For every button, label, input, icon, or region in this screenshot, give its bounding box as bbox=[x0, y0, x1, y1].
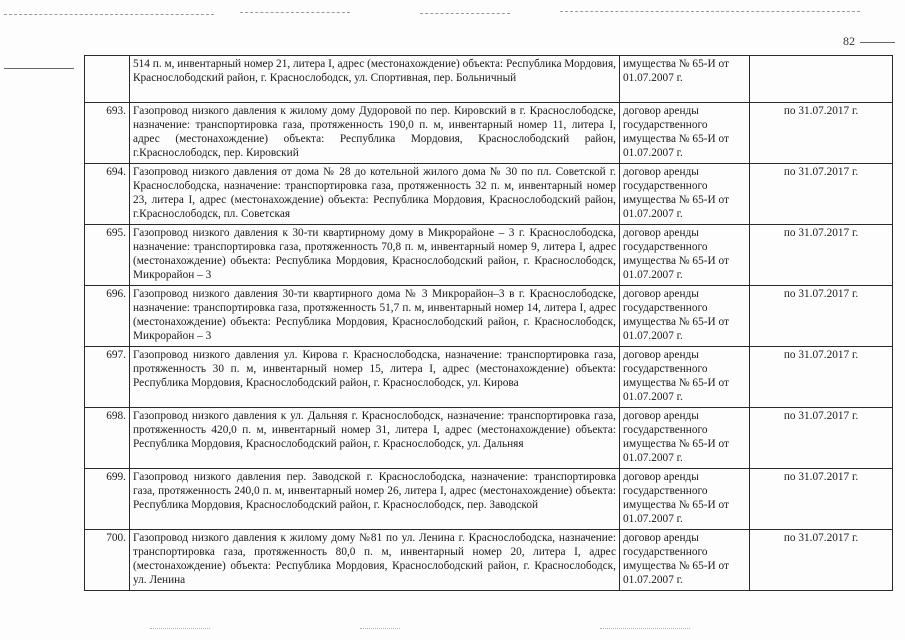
scan-artifact-line bbox=[4, 14, 214, 15]
term-cell: по 31.07.2017 г. bbox=[750, 286, 893, 347]
scan-artifact-line bbox=[600, 628, 690, 629]
table-row bbox=[85, 469, 893, 530]
object-description-cell: 514 п. м, инвентарный номер 21, литера I, адрес (местонахождение) объекта: Республика Мордовия, Краснослободский район, г. Краснослободск, ул. Спортивная, пер. Больничный bbox=[130, 56, 620, 103]
row-number-cell: 695. bbox=[85, 225, 130, 286]
row-number-cell: 694. bbox=[85, 164, 130, 225]
legal-basis-cell: имущества № 65-И от 01.07.2007 г. bbox=[620, 56, 750, 103]
scan-artifact-line bbox=[150, 628, 210, 629]
object-description-cell: Газопровод низкого давления к 30-ти квартирному дому в Микрорайоне – 3 г. Краснослободска, назначение: транспортировка газа, протяженность 70,8 п. м, инвентарный номер 9, литера I, адрес (местонахождение) объекта: Республика Мордовия, Краснослободский район, г. Краснослободск, Микрорайон – 3 bbox=[130, 225, 620, 286]
term-cell: по 31.07.2017 г. bbox=[750, 469, 893, 530]
table-row bbox=[85, 408, 893, 469]
legal-basis-cell: договор аренды государственного имущества № 65-И от 01.07.2007 г. bbox=[620, 408, 750, 469]
row-number-cell: 697. bbox=[85, 347, 130, 408]
legal-basis-cell: договор аренды государственного имущества № 65-И от 01.07.2007 г. bbox=[620, 286, 750, 347]
object-description-cell: Газопровод низкого давления пер. Заводской г. Краснослободска, назначение: транспортировка газа, протяженность 240,0 п. м, инвентарный номер 26, литера I, адрес (местонахождение) объекта: Республика Мордовия, Краснослободский район, г. Краснослободск, пер. Заводской bbox=[130, 469, 620, 530]
scan-artifact-line bbox=[560, 11, 860, 12]
term-cell bbox=[750, 56, 893, 103]
page-number: 82 bbox=[843, 34, 855, 48]
row-number-cell: 693. bbox=[85, 103, 130, 164]
scan-artifact-line bbox=[360, 628, 400, 629]
term-cell: по 31.07.2017 г. bbox=[750, 530, 893, 591]
table-row bbox=[85, 530, 893, 591]
row-number-cell: 696. bbox=[85, 286, 130, 347]
legal-basis-cell: договор аренды государственного имущества № 65-И от 01.07.2007 г. bbox=[620, 103, 750, 164]
legal-basis-cell: договор аренды государственного имущества № 65-И от 01.07.2007 г. bbox=[620, 530, 750, 591]
object-description-cell: Газопровод низкого давления к жилому дому №81 по ул. Ленина г. Краснослободска, назначение: транспортировка газа, протяженность 80,0 п. м, инвентарный номер 20, литера I, адрес (местонахождение) объекта: Республика Мордовия, Краснослободский район, г. Краснослободск, ул. Ленина bbox=[130, 530, 620, 591]
term-cell: по 31.07.2017 г. bbox=[750, 164, 893, 225]
term-cell: по 31.07.2017 г. bbox=[750, 225, 893, 286]
table-row bbox=[85, 347, 893, 408]
legal-basis-cell: договор аренды государственного имущества № 65-И от 01.07.2007 г. bbox=[620, 469, 750, 530]
table-row bbox=[85, 103, 893, 164]
legal-basis-cell: договор аренды государственного имущества № 65-И от 01.07.2007 г. bbox=[620, 347, 750, 408]
scan-artifact-line bbox=[860, 42, 895, 43]
row-number-cell bbox=[85, 56, 130, 103]
row-number-cell: 700. bbox=[85, 530, 130, 591]
term-cell: по 31.07.2017 г. bbox=[750, 408, 893, 469]
term-cell: по 31.07.2017 г. bbox=[750, 347, 893, 408]
table-row bbox=[85, 164, 893, 225]
legal-basis-cell: договор аренды государственного имущества № 65-И от 01.07.2007 г. bbox=[620, 164, 750, 225]
row-number-cell: 699. bbox=[85, 469, 130, 530]
row-number-cell: 698. bbox=[85, 408, 130, 469]
object-description-cell: Газопровод низкого давления ул. Кирова г. Краснослободска, назначение: транспортировка газа, протяженность 30 п. м, инвентарный номер 15, литера I, адрес (местонахождение) объекта: Республика Мордовия, Краснослободский район, г. Краснослободск, ул. Кирова bbox=[130, 347, 620, 408]
term-cell: по 31.07.2017 г. bbox=[750, 103, 893, 164]
scan-artifact-line bbox=[420, 13, 510, 14]
property-registry-table bbox=[84, 55, 893, 591]
object-description-cell: Газопровод низкого давления 30-ти квартирного дома № 3 Микрорайон–3 в г. Краснослободске, назначение: транспортировка газа, протяженность 51,7 п. м, инвентарный номер 14, литера I, адрес (местонахождение) объекта: Республика Мордовия, Краснослободский район, г. Краснослободск, Микрорайон – 3 bbox=[130, 286, 620, 347]
table-row bbox=[85, 56, 893, 103]
scan-artifact-line bbox=[240, 12, 350, 13]
object-description-cell: Газопровод низкого давления к жилому дому Дудоровой по пер. Кировский в г. Краснослободске, назначение: транспортировка газа, протяженность 190,0 п. м, инвентарный номер 11, литера I, адрес (местонахождение) объекта: Республика Мордовия, Краснослободский район, г.Краснослободск, пер. Кировский bbox=[130, 103, 620, 164]
legal-basis-cell: договор аренды государственного имущества № 65-И от 01.07.2007 г. bbox=[620, 225, 750, 286]
table-row bbox=[85, 225, 893, 286]
scan-artifact-line bbox=[4, 68, 74, 69]
table-row bbox=[85, 286, 893, 347]
object-description-cell: Газопровод низкого давления от дома № 28 до котельной жилого дома № 30 по пл. Советской г. Краснослободска, назначение: транспортировка газа, протяженность 32 п. м, инвентарный номер 23, литера I, адрес (местонахождение) объекта: Республика Мордовия, Краснослободский район, г.Краснослободск, пл. Советская bbox=[130, 164, 620, 225]
object-description-cell: Газопровод низкого давления к ул. Дальняя г. Краснослободск, назначение: транспортировка газа, протяженность 420,0 п. м, инвентарный номер 31, литера I, адрес (местонахождение) объекта: Республика Мордовия, Краснослободский район, г. Краснослободск, ул. Дальняя bbox=[130, 408, 620, 469]
